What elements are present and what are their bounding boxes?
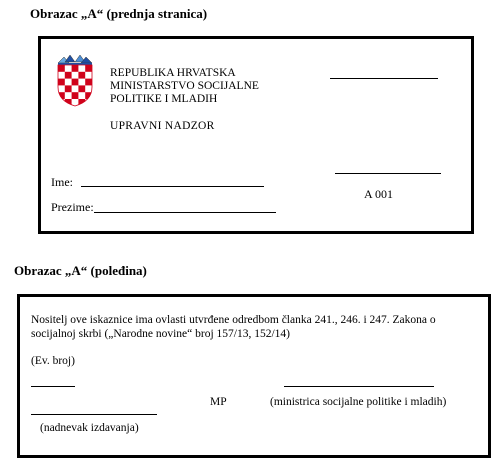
org-line-3: POLITIKE I MLADIH xyxy=(110,93,218,105)
signature-caption: (ministrica socijalne politike i mladih) xyxy=(270,396,447,408)
prezime-label: Prezime: xyxy=(51,200,94,214)
front-card xyxy=(38,36,474,234)
back-text-line-2: socijalnoj skrbi („Narodne novine“ broj 157/13, 152/14) xyxy=(31,328,291,340)
ime-label: Ime: xyxy=(51,175,73,189)
ev-broj-line xyxy=(31,386,75,387)
ev-broj: (Ev. broj) xyxy=(31,355,75,367)
back-card xyxy=(17,294,491,458)
prezime-line xyxy=(94,212,276,213)
back-text-line-1: Nositelj ove iskaznice ima ovlasti utvrđene odredbom članka 241., 246. i 247. Zakona o xyxy=(31,314,436,326)
signature-line-top xyxy=(330,78,438,79)
number-line xyxy=(335,173,441,174)
ime-line xyxy=(81,186,264,187)
signature-line xyxy=(284,386,434,387)
card-number: A 001 xyxy=(364,187,394,201)
front-heading: Obrazac „A“ (prednja stranica) xyxy=(30,6,208,21)
card-title: UPRAVNI NADZOR xyxy=(110,120,215,132)
mp-label: MP xyxy=(210,396,227,408)
org-line-2: MINISTARSTVO SOCIJALNE xyxy=(110,80,259,92)
back-heading: Obrazac „A“ (poleđina) xyxy=(14,263,147,278)
coat-of-arms-icon xyxy=(55,53,95,107)
org-line-1: REPUBLIKA HRVATSKA xyxy=(110,67,236,79)
date-caption: (nadnevak izdavanja) xyxy=(40,422,139,434)
date-line xyxy=(31,414,157,415)
